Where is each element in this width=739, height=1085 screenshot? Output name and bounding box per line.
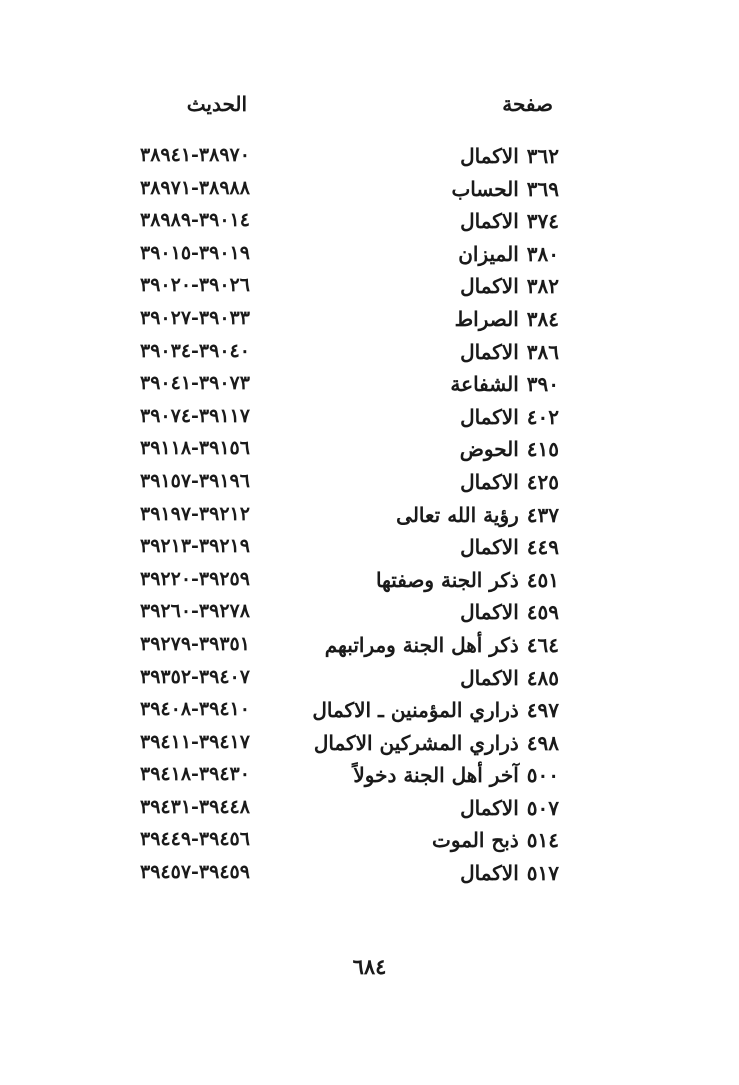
entry-hadith-range: ٣٩٤٤٨-٣٩٤٣١ — [140, 795, 250, 818]
entry-hadith-range: ٣٩٢١٢-٣٩١٩٧ — [140, 502, 250, 525]
entry-title: ذكر الجنة وصفتها — [375, 567, 519, 592]
entry-hadith-range: ٣٨٩٧٠-٣٨٩٤١ — [140, 144, 250, 166]
index-row — [0, 405, 739, 438]
index-entry — [460, 600, 559, 624]
entry-title: الاكمال — [460, 144, 519, 168]
index-entry — [460, 340, 559, 364]
column-header-hadith: الحديث — [186, 92, 247, 116]
entry-title: الصراط — [454, 306, 519, 331]
index-row — [0, 600, 739, 633]
entry-hadith-range: ٣٩١١٧-٣٩٠٧٤ — [140, 404, 250, 427]
entry-title: الشفاعة — [450, 372, 519, 397]
entry-title: الاكمال — [460, 339, 519, 364]
entry-page-number: ٤٨٥ — [526, 665, 559, 690]
entry-hadith-range: ٣٨٩٨٨-٣٨٩٧١ — [140, 176, 250, 199]
index-entry — [353, 763, 559, 787]
entry-page-number: ٤٩٧ — [526, 698, 559, 723]
page-number: ٦٨٤ — [352, 954, 387, 979]
index-entry — [460, 861, 559, 885]
index-row — [0, 828, 739, 861]
index-row — [0, 731, 739, 764]
index-entry — [460, 274, 559, 298]
index-row — [0, 503, 739, 536]
entry-page-number: ٤٢٥ — [526, 469, 559, 494]
index-row — [0, 666, 739, 699]
entry-title: الاكمال — [460, 665, 519, 690]
entry-page-number: ٣٨٤ — [526, 306, 559, 331]
entry-page-number: ٣٨٦ — [526, 339, 559, 364]
entry-page-number: ٣٨٢ — [526, 274, 559, 299]
entry-title: الاكمال — [460, 209, 519, 234]
entry-page-number: ٥٠٧ — [526, 795, 559, 820]
index-row — [0, 535, 739, 568]
index-row — [0, 470, 739, 503]
index-row — [0, 437, 739, 470]
entry-title: الاكمال — [460, 535, 519, 560]
entry-hadith-range: ٣٩٠٢٦-٣٩٠٢٠ — [140, 274, 250, 297]
entry-hadith-range: ٣٩٢٥٩-٣٩٢٢٠ — [140, 567, 250, 590]
index-row — [0, 340, 739, 373]
index-entry — [451, 177, 559, 201]
entry-page-number: ٤٥٩ — [526, 600, 559, 625]
entry-title: رؤية الله تعالى — [396, 502, 519, 527]
index-row — [0, 633, 739, 666]
entry-hadith-range: ٣٩٣٥١-٣٩٢٧٩ — [140, 632, 250, 655]
entry-page-number: ٤٤٩ — [526, 535, 559, 560]
entry-page-number: ٣٦٢ — [526, 144, 559, 168]
entry-hadith-range: ٣٩٠٤٠-٣٩٠٣٤ — [140, 339, 250, 362]
entry-title: الحوض — [459, 437, 519, 462]
entry-title: ذراري المشركين الاكمال — [313, 730, 519, 755]
index-entry — [376, 568, 559, 592]
entry-title: الاكمال — [460, 274, 519, 299]
entry-page-number: ٤٩٨ — [526, 730, 559, 755]
index-entry — [455, 307, 559, 331]
index-row — [0, 372, 739, 405]
entry-page-number: ٤٠٢ — [526, 404, 559, 429]
entry-title: الاكمال — [460, 795, 519, 820]
entry-page-number: ٤٦٤ — [526, 632, 559, 657]
entry-page-number: ٥١٧ — [526, 861, 559, 886]
index-entry — [460, 209, 559, 233]
index-row — [0, 307, 739, 340]
index-entry — [460, 796, 559, 820]
index-row — [0, 568, 739, 601]
index-entry — [458, 242, 559, 266]
index-entry — [460, 535, 559, 559]
entry-hadith-range: ٣٩٤٠٧-٣٩٣٥٢ — [140, 665, 250, 688]
entry-hadith-range: ٣٩٠٣٣-٣٩٠٢٧ — [140, 306, 250, 329]
entry-page-number: ٤٥١ — [526, 567, 559, 592]
entry-hadith-range: ٣٩٤١٧-٣٩٤١١ — [140, 730, 250, 753]
index-entry — [314, 731, 559, 755]
index-entry — [432, 828, 559, 852]
index-row — [0, 177, 739, 210]
index-row — [0, 796, 739, 829]
entry-title: الميزان — [458, 241, 519, 266]
entry-title: آخر أهل الجنة دخولاً — [353, 763, 519, 788]
entry-page-number: ٣٦٩ — [526, 176, 559, 201]
entry-hadith-range: ٣٩٢١٩-٣٩٢١٣ — [140, 535, 250, 558]
index-row — [0, 698, 739, 731]
entry-title: ذكر أهل الجنة ومراتبهم — [324, 632, 519, 657]
index-row — [0, 144, 739, 177]
index-entry — [396, 503, 559, 527]
entry-page-number: ٤٣٧ — [526, 502, 559, 527]
entry-title: الاكمال — [460, 469, 519, 494]
index-entry — [312, 698, 559, 722]
entry-title: الحساب — [451, 176, 519, 201]
entry-page-number: ٣٧٤ — [526, 209, 559, 234]
entry-page-number: ٤١٥ — [526, 437, 559, 462]
entry-hadith-range: ٣٩٠١٩-٣٩٠١٥ — [140, 241, 250, 264]
index-row — [0, 209, 739, 242]
entry-title: ذبح الموت — [432, 828, 519, 853]
entry-hadith-range: ٣٩١٩٦-٣٩١٥٧ — [140, 469, 250, 492]
index-entry — [460, 405, 559, 429]
index-list — [0, 144, 739, 894]
index-entry — [325, 633, 559, 657]
entry-title: ذراري المؤمنين ـ الاكمال — [312, 698, 519, 723]
index-row — [0, 861, 739, 894]
column-header-page: صفحة — [502, 92, 553, 116]
entry-page-number: ٣٨٠ — [526, 241, 559, 266]
entry-hadith-range: ٣٩٤٣٠-٣٩٤١٨ — [140, 763, 250, 786]
index-row — [0, 763, 739, 796]
index-entry — [460, 437, 559, 461]
entry-hadith-range: ٣٩٢٧٨-٣٩٢٦٠ — [140, 600, 250, 623]
entry-hadith-range: ٣٩٠١٤-٣٨٩٨٩ — [140, 209, 250, 232]
entry-hadith-range: ٣٩٤١٠-٣٩٤٠٨ — [140, 698, 250, 721]
entry-page-number: ٣٩٠ — [526, 372, 559, 397]
entry-hadith-range: ٣٩٤٥٩-٣٩٤٥٧ — [140, 861, 250, 884]
entry-title: الاكمال — [460, 600, 519, 625]
index-entry — [460, 144, 559, 168]
entry-title: الاكمال — [460, 861, 519, 886]
entry-title: الاكمال — [460, 404, 519, 429]
index-row — [0, 274, 739, 307]
index-entry — [450, 372, 559, 396]
entry-page-number: ٥٠٠ — [526, 763, 559, 788]
entry-hadith-range: ٣٩١٥٦-٣٩١١٨ — [140, 437, 250, 460]
entry-hadith-range: ٣٩٠٧٣-٣٩٠٤١ — [140, 372, 250, 395]
index-entry — [460, 470, 559, 494]
index-entry — [460, 666, 559, 690]
entry-page-number: ٥١٤ — [526, 828, 559, 853]
index-row — [0, 242, 739, 275]
entry-hadith-range: ٣٩٤٥٦-٣٩٤٤٩ — [140, 828, 250, 851]
